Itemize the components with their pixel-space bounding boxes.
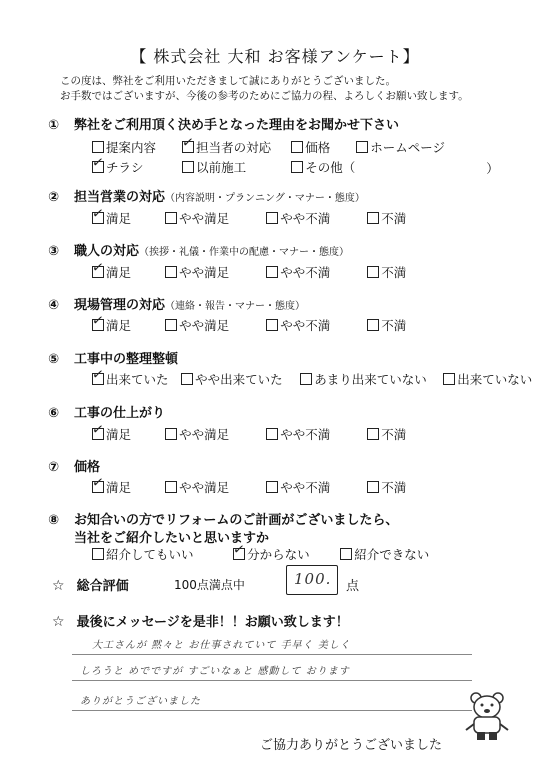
checkbox[interactable] <box>165 319 177 331</box>
option-dissatisfied[interactable]: 不満 <box>367 425 406 443</box>
check-mark-icon: ✓ <box>90 474 105 492</box>
checkbox[interactable] <box>443 373 455 385</box>
question-6-options <box>90 421 407 444</box>
checkbox[interactable] <box>291 161 303 173</box>
option-somewhat-satisfied[interactable]: やや満足 <box>165 263 261 281</box>
checkbox-checked[interactable] <box>90 421 105 440</box>
checkbox-checked[interactable] <box>90 154 105 173</box>
check-mark-icon: ✓ <box>90 259 105 277</box>
message-label: ☆ 最後にメッセージを是非！！お願い致します！ <box>52 614 349 630</box>
question-1-options-row1 <box>92 134 446 157</box>
checkbox[interactable] <box>165 428 177 440</box>
checkbox[interactable] <box>165 481 177 493</box>
option-price[interactable]: 価格 <box>291 138 351 156</box>
checkbox-checked[interactable] <box>181 134 195 153</box>
option-somewhat-dissatisfied[interactable]: やや不満 <box>266 209 362 227</box>
option-dissatisfied[interactable]: 不満 <box>367 316 406 334</box>
footer-thanks: ご協力ありがとうございました <box>260 738 443 753</box>
option-somewhat-satisfied[interactable]: やや満足 <box>165 316 261 334</box>
checkbox-checked[interactable] <box>90 474 105 493</box>
check-mark-icon: ✓ <box>90 205 105 223</box>
option-other[interactable]: その他（ <box>291 158 481 176</box>
score-value: 100. <box>294 570 332 588</box>
star-icon: ☆ <box>52 578 65 594</box>
option-other-close: ） <box>486 161 499 176</box>
check-mark-icon: ✓ <box>90 366 105 384</box>
option-satisfied[interactable]: ✓ 満足 <box>90 474 132 495</box>
question-8-label-2: 当社をご紹介したいと思いますか <box>74 531 270 546</box>
option-satisfied[interactable]: ✓ 満足 <box>90 421 132 442</box>
checkbox[interactable] <box>340 548 352 560</box>
question-8-options <box>92 541 430 564</box>
checkbox-checked[interactable] <box>90 366 105 385</box>
option-satisfied[interactable]: ✓ 満足 <box>90 259 132 280</box>
message-line-3: ありがとうございました <box>80 696 201 707</box>
option-satisfied[interactable]: ✓ 満足 <box>90 205 132 226</box>
message-rule <box>72 710 472 711</box>
score-unit: 点 <box>346 579 360 594</box>
option-somewhat-dissatisfied[interactable]: やや不満 <box>266 316 362 334</box>
checkbox-checked[interactable] <box>232 541 246 560</box>
intro-line-1: この度は、弊社をご利用いただきまして誠にありがとうございました。 <box>60 75 396 87</box>
option-dissatisfied[interactable]: 不満 <box>367 263 406 281</box>
checkbox[interactable] <box>266 481 278 493</box>
message-line-2: しろうと めでですが すごいなぁと 感動して おります <box>80 666 350 677</box>
option-homepage[interactable]: ホームページ <box>356 138 445 156</box>
checkbox[interactable] <box>92 141 104 153</box>
checkbox[interactable] <box>266 212 278 224</box>
option-done[interactable]: ✓ 出来ていた <box>90 366 169 387</box>
check-mark-icon: ✓ <box>90 154 105 172</box>
question-2-label: ② 担当営業の対応（内容説明・プランニング・マナー・態度） <box>48 190 365 205</box>
question-1-label: ① 弊社をご利用頂く決め手となった理由をお聞かせ下さい <box>48 118 400 133</box>
checkbox[interactable] <box>181 373 193 385</box>
checkbox[interactable] <box>165 266 177 278</box>
question-5-label: ⑤ 工事中の整理整頓 <box>48 352 179 367</box>
survey-title: 【 株式会社 大和 お客様アンケート】 <box>130 47 420 66</box>
option-flyer[interactable]: ✓ チラシ <box>90 154 144 175</box>
checkbox[interactable] <box>367 266 379 278</box>
option-somewhat-satisfied[interactable]: やや満足 <box>165 425 261 443</box>
question-5-options <box>90 366 533 389</box>
question-1-options-row2 <box>90 154 499 177</box>
checkbox[interactable] <box>367 319 379 331</box>
checkbox[interactable] <box>266 428 278 440</box>
option-somewhat-satisfied[interactable]: やや満足 <box>165 209 261 227</box>
checkbox[interactable] <box>300 373 312 385</box>
checkbox[interactable] <box>291 141 303 153</box>
option-dissatisfied[interactable]: 不満 <box>367 209 406 227</box>
checkbox[interactable] <box>182 161 194 173</box>
check-mark-icon: ✓ <box>90 421 105 439</box>
checkbox-checked[interactable] <box>90 205 105 224</box>
option-not-done[interactable]: 出来ていない <box>443 370 532 388</box>
question-3-label: ③ 職人の対応（挨拶・礼儀・作業中の配慮・マナー・態度） <box>48 244 350 259</box>
bear-mascot-icon <box>462 690 512 742</box>
option-somewhat-done[interactable]: やや出来ていた <box>181 370 295 388</box>
option-can-refer[interactable]: 紹介してもいい <box>92 545 228 563</box>
checkbox[interactable] <box>266 319 278 331</box>
option-somewhat-dissatisfied[interactable]: やや不満 <box>266 425 362 443</box>
check-mark-icon: ✓ <box>90 312 105 330</box>
option-dissatisfied[interactable]: 不満 <box>367 478 406 496</box>
option-somewhat-dissatisfied[interactable]: やや不満 <box>266 478 362 496</box>
option-not-much-done[interactable]: あまり出来ていない <box>300 370 438 388</box>
check-mark-icon: ✓ <box>181 134 195 152</box>
checkbox[interactable] <box>92 548 104 560</box>
checkbox[interactable] <box>367 428 379 440</box>
checkbox[interactable] <box>367 212 379 224</box>
intro-line-2: お手数ではございますが、今後の参考のためにご協力の程、よろしくお願い致します。 <box>60 90 469 102</box>
option-proposal[interactable]: 提案内容 <box>92 138 177 156</box>
rating-scale: 100点満点中 <box>174 578 245 592</box>
option-somewhat-dissatisfied[interactable]: やや不満 <box>266 263 362 281</box>
question-8-label: ⑧ お知合いの方でリフォームのご計画がございましたら、 <box>48 513 399 528</box>
option-dont-know[interactable]: ✓ 分からない <box>232 541 310 562</box>
question-4-label: ④ 現場管理の対応（連絡・報告・マナー・態度） <box>48 298 306 313</box>
overall-rating-label: ☆ 総合評価 <box>52 578 129 594</box>
question-4-options <box>90 312 407 335</box>
checkbox[interactable] <box>266 266 278 278</box>
checkbox[interactable] <box>356 141 368 153</box>
message-rule <box>72 654 472 655</box>
question-7-label: ⑦ 価格 <box>48 460 101 475</box>
checkbox[interactable] <box>367 481 379 493</box>
option-staff[interactable]: ✓ 担当者の対応 <box>181 134 272 155</box>
message-rule <box>72 680 472 681</box>
option-satisfied[interactable]: ✓ 満足 <box>90 312 132 333</box>
option-previous-work[interactable]: 以前施工 <box>182 158 286 176</box>
checkbox-checked[interactable] <box>90 312 105 331</box>
checkbox[interactable] <box>165 212 177 224</box>
checkbox-checked[interactable] <box>90 259 105 278</box>
question-3-options <box>90 259 407 282</box>
star-icon: ☆ <box>52 614 65 630</box>
check-mark-icon: ✓ <box>232 541 246 559</box>
question-6-label: ⑥ 工事の仕上がり <box>48 406 166 421</box>
option-somewhat-satisfied[interactable]: やや満足 <box>165 478 261 496</box>
option-cannot-refer[interactable]: 紹介できない <box>340 545 429 563</box>
message-line-1: 大工さんが 黙々と お仕事されていて 手早く 美しく <box>92 640 351 651</box>
question-7-options <box>90 474 407 497</box>
question-2-options <box>90 205 407 228</box>
